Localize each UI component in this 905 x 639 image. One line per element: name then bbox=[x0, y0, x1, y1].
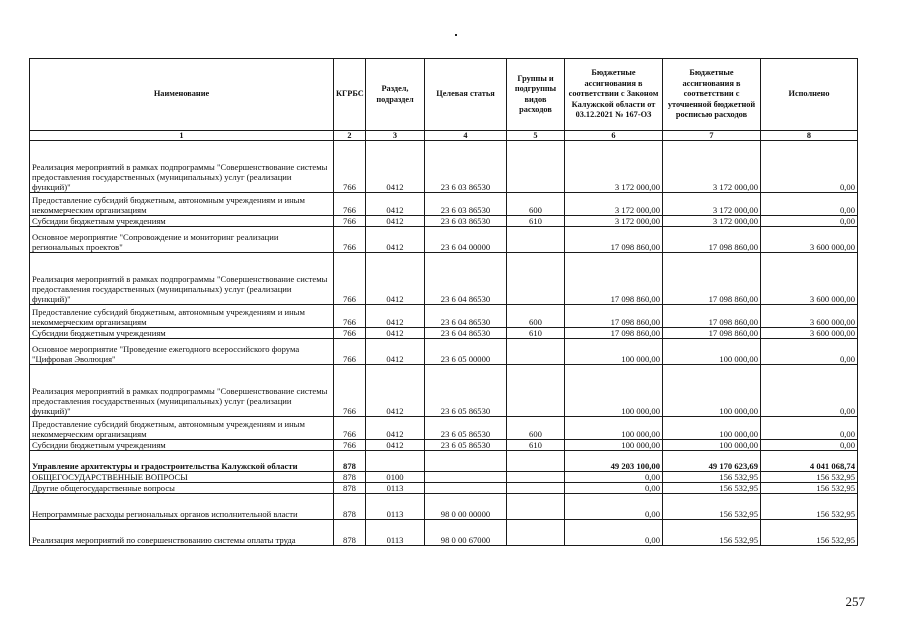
row-kgrbs: 766 bbox=[334, 253, 366, 305]
row-executed-amount: 0,00 bbox=[761, 417, 858, 440]
row-law-amount: 100 000,00 bbox=[565, 365, 663, 417]
row-executed-amount: 0,00 bbox=[761, 193, 858, 216]
table-row bbox=[30, 328, 858, 339]
row-refined-amount: 17 098 860,00 bbox=[663, 253, 761, 305]
row-name: Реализация мероприятий в рамках подпрограммы "Совершенствование системы предоставления государственных (муниципальных) услуг (реализации функций)" bbox=[30, 365, 334, 417]
row-executed-amount: 3 600 000,00 bbox=[761, 227, 858, 253]
row-target: 23 6 05 86530 bbox=[425, 440, 507, 451]
row-executed-amount: 0,00 bbox=[761, 141, 858, 193]
row-name: Реализация мероприятий в рамках подпрограммы "Совершенствование системы предоставления государственных (муниципальных) услуг (реализации функций)" bbox=[30, 141, 334, 193]
row-refined-amount: 156 532,95 bbox=[663, 494, 761, 520]
row-law-amount: 100 000,00 bbox=[565, 440, 663, 451]
row-executed-amount: 156 532,95 bbox=[761, 494, 858, 520]
row-kgrbs: 766 bbox=[334, 328, 366, 339]
table-row bbox=[30, 339, 858, 365]
row-target bbox=[425, 472, 507, 483]
header-target-article: Целевая статья bbox=[425, 59, 507, 131]
row-law-amount: 0,00 bbox=[565, 494, 663, 520]
row-section: 0412 bbox=[366, 440, 425, 451]
row-target: 23 6 03 86530 bbox=[425, 141, 507, 193]
column-number: 3 bbox=[366, 131, 425, 141]
row-group bbox=[507, 339, 565, 365]
row-refined-amount: 100 000,00 bbox=[663, 417, 761, 440]
row-law-amount: 17 098 860,00 bbox=[565, 305, 663, 328]
row-section: 0412 bbox=[366, 328, 425, 339]
row-refined-amount: 156 532,95 bbox=[663, 520, 761, 546]
row-name: Реализация мероприятий по совершенствованию системы оплаты труда bbox=[30, 520, 334, 546]
row-refined-amount: 17 098 860,00 bbox=[663, 227, 761, 253]
row-name: Субсидии бюджетным учреждениям bbox=[30, 216, 334, 227]
row-group: 610 bbox=[507, 216, 565, 227]
table-row bbox=[30, 227, 858, 253]
header-kgrbs: КГРБС bbox=[334, 59, 366, 131]
row-target: 23 6 04 86530 bbox=[425, 305, 507, 328]
table-row bbox=[30, 483, 858, 494]
header-name: Наименование bbox=[30, 59, 334, 131]
row-section bbox=[366, 451, 425, 472]
row-target: 23 6 05 86530 bbox=[425, 365, 507, 417]
row-group: 600 bbox=[507, 193, 565, 216]
row-name: Предоставление субсидий бюджетным, автономным учреждениям и иным некоммерческим организациям bbox=[30, 193, 334, 216]
row-kgrbs: 766 bbox=[334, 365, 366, 417]
page-number: 257 bbox=[845, 594, 865, 609]
row-refined-amount: 156 532,95 bbox=[663, 483, 761, 494]
header-executed: Исполнено bbox=[761, 59, 858, 131]
row-group: 600 bbox=[507, 305, 565, 328]
row-name: Предоставление субсидий бюджетным, автономным учреждениям и иным некоммерческим организациям bbox=[30, 305, 334, 328]
row-refined-amount: 3 172 000,00 bbox=[663, 193, 761, 216]
row-law-amount: 0,00 bbox=[565, 472, 663, 483]
row-name: Непрограммные расходы региональных органов исполнительной власти bbox=[30, 494, 334, 520]
row-executed-amount: 0,00 bbox=[761, 339, 858, 365]
row-name: Реализация мероприятий в рамках подпрограммы "Совершенствование системы предоставления государственных (муниципальных) услуг (реализации функций)" bbox=[30, 253, 334, 305]
row-name: Управление архитектуры и градостроительства Калужской области bbox=[30, 451, 334, 472]
row-group bbox=[507, 253, 565, 305]
column-number: 8 bbox=[761, 131, 858, 141]
table-row bbox=[30, 472, 858, 483]
row-section: 0412 bbox=[366, 253, 425, 305]
row-law-amount: 17 098 860,00 bbox=[565, 227, 663, 253]
row-section: 0412 bbox=[366, 193, 425, 216]
column-number: 5 bbox=[507, 131, 565, 141]
header-refined-allocations: Бюджетные ассигнования в соответствии с уточненной бюджетной росписью расходов bbox=[663, 59, 761, 131]
row-law-amount: 49 203 100,00 bbox=[565, 451, 663, 472]
row-group bbox=[507, 520, 565, 546]
row-refined-amount: 3 172 000,00 bbox=[663, 216, 761, 227]
row-refined-amount: 17 098 860,00 bbox=[663, 305, 761, 328]
row-executed-amount: 156 532,95 bbox=[761, 472, 858, 483]
row-executed-amount: 3 600 000,00 bbox=[761, 305, 858, 328]
row-section: 0412 bbox=[366, 365, 425, 417]
row-target: 23 6 04 86530 bbox=[425, 328, 507, 339]
row-refined-amount: 100 000,00 bbox=[663, 365, 761, 417]
row-law-amount: 0,00 bbox=[565, 520, 663, 546]
row-kgrbs: 766 bbox=[334, 339, 366, 365]
row-section: 0113 bbox=[366, 494, 425, 520]
row-kgrbs: 878 bbox=[334, 472, 366, 483]
row-refined-amount: 100 000,00 bbox=[663, 339, 761, 365]
row-section: 0412 bbox=[366, 227, 425, 253]
table-row bbox=[30, 520, 858, 546]
table-row bbox=[30, 365, 858, 417]
row-law-amount: 100 000,00 bbox=[565, 417, 663, 440]
column-number: 4 bbox=[425, 131, 507, 141]
row-law-amount: 17 098 860,00 bbox=[565, 253, 663, 305]
row-kgrbs: 766 bbox=[334, 440, 366, 451]
row-section: 0113 bbox=[366, 483, 425, 494]
table-row bbox=[30, 494, 858, 520]
row-law-amount: 3 172 000,00 bbox=[565, 216, 663, 227]
row-kgrbs: 766 bbox=[334, 193, 366, 216]
row-kgrbs: 766 bbox=[334, 305, 366, 328]
row-target: 23 6 04 00000 bbox=[425, 227, 507, 253]
row-executed-amount: 0,00 bbox=[761, 440, 858, 451]
row-law-amount: 3 172 000,00 bbox=[565, 193, 663, 216]
row-group: 600 bbox=[507, 417, 565, 440]
row-section: 0412 bbox=[366, 417, 425, 440]
row-name: Другие общегосударственные вопросы bbox=[30, 483, 334, 494]
row-target: 23 6 03 86530 bbox=[425, 216, 507, 227]
column-number: 2 bbox=[334, 131, 366, 141]
row-section: 0412 bbox=[366, 305, 425, 328]
row-section: 0412 bbox=[366, 141, 425, 193]
row-section: 0412 bbox=[366, 339, 425, 365]
row-target bbox=[425, 451, 507, 472]
column-number: 7 bbox=[663, 131, 761, 141]
row-executed-amount: 0,00 bbox=[761, 365, 858, 417]
row-section: 0412 bbox=[366, 216, 425, 227]
row-law-amount: 17 098 860,00 bbox=[565, 328, 663, 339]
budget-table bbox=[29, 58, 858, 546]
table-row bbox=[30, 193, 858, 216]
row-refined-amount: 100 000,00 bbox=[663, 440, 761, 451]
table-row-department-total bbox=[30, 451, 858, 472]
row-law-amount: 0,00 bbox=[565, 483, 663, 494]
row-kgrbs: 878 bbox=[334, 520, 366, 546]
row-law-amount: 3 172 000,00 bbox=[565, 141, 663, 193]
row-law-amount: 100 000,00 bbox=[565, 339, 663, 365]
row-group bbox=[507, 141, 565, 193]
row-group bbox=[507, 451, 565, 472]
row-section: 0113 bbox=[366, 520, 425, 546]
row-name: Субсидии бюджетным учреждениям bbox=[30, 440, 334, 451]
row-kgrbs: 766 bbox=[334, 417, 366, 440]
row-group: 610 bbox=[507, 328, 565, 339]
row-group bbox=[507, 365, 565, 417]
row-section: 0100 bbox=[366, 472, 425, 483]
column-number: 6 bbox=[565, 131, 663, 141]
row-executed-amount: 3 600 000,00 bbox=[761, 253, 858, 305]
row-group bbox=[507, 494, 565, 520]
row-kgrbs: 766 bbox=[334, 141, 366, 193]
row-name: Предоставление субсидий бюджетным, автономным учреждениям и иным некоммерческим организациям bbox=[30, 417, 334, 440]
row-group bbox=[507, 472, 565, 483]
column-number: 1 bbox=[30, 131, 334, 141]
row-group bbox=[507, 483, 565, 494]
row-executed-amount: 4 041 068,74 bbox=[761, 451, 858, 472]
row-refined-amount: 3 172 000,00 bbox=[663, 141, 761, 193]
table-row bbox=[30, 305, 858, 328]
row-name: Основное мероприятие "Проведение ежегодного всероссийского форума "Цифровая Эволюция" bbox=[30, 339, 334, 365]
header-section: Раздел, подраздел bbox=[366, 59, 425, 131]
row-kgrbs: 878 bbox=[334, 451, 366, 472]
row-target bbox=[425, 483, 507, 494]
row-name: Основное мероприятие "Сопровождение и мониторинг реализации региональных проектов" bbox=[30, 227, 334, 253]
row-kgrbs: 878 bbox=[334, 494, 366, 520]
header-expense-groups: Группы и подгруппы видов расходов bbox=[507, 59, 565, 131]
table-row bbox=[30, 440, 858, 451]
row-name: ОБЩЕГОСУДАРСТВЕННЫЕ ВОПРОСЫ bbox=[30, 472, 334, 483]
table-row bbox=[30, 141, 858, 193]
row-executed-amount: 156 532,95 bbox=[761, 483, 858, 494]
row-name: Субсидии бюджетным учреждениям bbox=[30, 328, 334, 339]
row-target: 23 6 03 86530 bbox=[425, 193, 507, 216]
row-target: 98 0 00 00000 bbox=[425, 494, 507, 520]
row-target: 23 6 05 00000 bbox=[425, 339, 507, 365]
table-row bbox=[30, 253, 858, 305]
row-kgrbs: 878 bbox=[334, 483, 366, 494]
row-target: 98 0 00 67000 bbox=[425, 520, 507, 546]
row-refined-amount: 17 098 860,00 bbox=[663, 328, 761, 339]
row-refined-amount: 156 532,95 bbox=[663, 472, 761, 483]
row-kgrbs: 766 bbox=[334, 216, 366, 227]
row-refined-amount: 49 170 623,69 bbox=[663, 451, 761, 472]
row-group bbox=[507, 227, 565, 253]
row-executed-amount: 3 600 000,00 bbox=[761, 328, 858, 339]
row-target: 23 6 04 86530 bbox=[425, 253, 507, 305]
row-kgrbs: 766 bbox=[334, 227, 366, 253]
row-executed-amount: 0,00 bbox=[761, 216, 858, 227]
header-law-allocations: Бюджетные ассигнования в соответствии с Законом Калужской области от 03.12.2021 № 167-ОЗ bbox=[565, 59, 663, 131]
row-executed-amount: 156 532,95 bbox=[761, 520, 858, 546]
scan-speck bbox=[455, 34, 457, 36]
row-group: 610 bbox=[507, 440, 565, 451]
table-row bbox=[30, 417, 858, 440]
table-row bbox=[30, 216, 858, 227]
row-target: 23 6 05 86530 bbox=[425, 417, 507, 440]
